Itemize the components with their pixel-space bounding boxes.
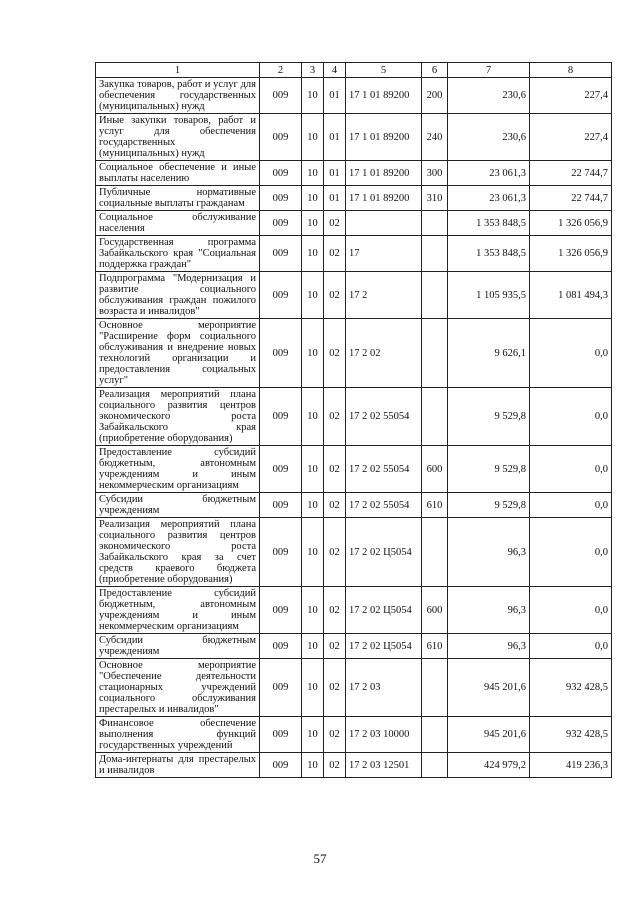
subsection-code: 02 bbox=[324, 319, 346, 388]
section-code: 10 bbox=[302, 493, 324, 518]
section-code: 10 bbox=[302, 319, 324, 388]
target-article-code: 17 2 03 12501 bbox=[346, 753, 422, 778]
section-code: 10 bbox=[302, 161, 324, 186]
table-row bbox=[96, 161, 612, 186]
item-name: Социальное обслуживание населения bbox=[96, 211, 260, 236]
amount-col-7: 96,3 bbox=[448, 634, 530, 659]
expense-type-code bbox=[422, 272, 448, 319]
item-name: Социальное обеспечение и иные выплаты населению bbox=[96, 161, 260, 186]
target-article-code: 17 2 02 55054 bbox=[346, 493, 422, 518]
section-code: 10 bbox=[302, 659, 324, 717]
ministry-code: 009 bbox=[260, 753, 302, 778]
expense-type-code bbox=[422, 717, 448, 753]
item-name: Основное мероприятие "Расширение форм социального обслуживания и внедрение новых технологий организации и предоставления социальных услуг" bbox=[96, 319, 260, 388]
target-article-code: 17 2 03 bbox=[346, 659, 422, 717]
section-code: 10 bbox=[302, 587, 324, 634]
table-row bbox=[96, 388, 612, 446]
amount-col-7: 1 105 935,5 bbox=[448, 272, 530, 319]
table-row bbox=[96, 587, 612, 634]
item-name: Государственная программа Забайкальского края "Социальная поддержка граждан" bbox=[96, 236, 260, 272]
target-article-code: 17 1 01 89200 bbox=[346, 114, 422, 161]
amount-col-7: 1 353 848,5 bbox=[448, 236, 530, 272]
target-article-code: 17 1 01 89200 bbox=[346, 161, 422, 186]
section-code: 10 bbox=[302, 753, 324, 778]
section-code: 10 bbox=[302, 717, 324, 753]
target-article-code: 17 bbox=[346, 236, 422, 272]
ministry-code: 009 bbox=[260, 186, 302, 211]
target-article-code: 17 2 bbox=[346, 272, 422, 319]
amount-col-8: 0,0 bbox=[530, 634, 612, 659]
amount-col-8: 419 236,3 bbox=[530, 753, 612, 778]
target-article-code: 17 2 02 55054 bbox=[346, 388, 422, 446]
section-code: 10 bbox=[302, 388, 324, 446]
section-code: 10 bbox=[302, 518, 324, 587]
subsection-code: 01 bbox=[324, 186, 346, 211]
table-row bbox=[96, 659, 612, 717]
amount-col-8: 0,0 bbox=[530, 518, 612, 587]
section-code: 10 bbox=[302, 272, 324, 319]
item-name: Подпрограмма "Модернизация и развитие социального обслуживания граждан пожилого возраста и инвалидов" bbox=[96, 272, 260, 319]
ministry-code: 009 bbox=[260, 659, 302, 717]
expense-type-code: 600 bbox=[422, 587, 448, 634]
target-article-code: 17 2 02 Ц5054 bbox=[346, 634, 422, 659]
amount-col-8: 1 081 494,3 bbox=[530, 272, 612, 319]
item-name: Закупка товаров, работ и услуг для обеспечения государственных (муниципальных) нужд bbox=[96, 78, 260, 114]
expense-type-code: 300 bbox=[422, 161, 448, 186]
table-row bbox=[96, 114, 612, 161]
item-name: Предоставление субсидий бюджетным, автономным учреждениям и иным некоммерческим организациям bbox=[96, 587, 260, 634]
table-row bbox=[96, 319, 612, 388]
item-name: Публичные нормативные социальные выплаты гражданам bbox=[96, 186, 260, 211]
column-header: 1 bbox=[96, 63, 260, 78]
amount-col-8: 1 326 056,9 bbox=[530, 236, 612, 272]
subsection-code: 02 bbox=[324, 236, 346, 272]
expense-type-code bbox=[422, 388, 448, 446]
amount-col-8: 22 744,7 bbox=[530, 161, 612, 186]
item-name: Субсидии бюджетным учреждениям bbox=[96, 634, 260, 659]
table-row bbox=[96, 186, 612, 211]
target-article-code: 17 2 03 10000 bbox=[346, 717, 422, 753]
amount-col-8: 227,4 bbox=[530, 78, 612, 114]
expense-type-code bbox=[422, 518, 448, 587]
expense-type-code bbox=[422, 236, 448, 272]
section-code: 10 bbox=[302, 114, 324, 161]
expense-type-code bbox=[422, 319, 448, 388]
table-row bbox=[96, 717, 612, 753]
table-row bbox=[96, 211, 612, 236]
expense-type-code bbox=[422, 753, 448, 778]
subsection-code: 02 bbox=[324, 272, 346, 319]
expense-type-code bbox=[422, 659, 448, 717]
subsection-code: 02 bbox=[324, 753, 346, 778]
expense-type-code bbox=[422, 211, 448, 236]
amount-col-7: 9 529,8 bbox=[448, 493, 530, 518]
subsection-code: 02 bbox=[324, 493, 346, 518]
expense-type-code: 200 bbox=[422, 78, 448, 114]
amount-col-7: 9 529,8 bbox=[448, 388, 530, 446]
page-number: 57 bbox=[313, 851, 327, 866]
target-article-code: 17 2 02 Ц5054 bbox=[346, 587, 422, 634]
ministry-code: 009 bbox=[260, 587, 302, 634]
column-header: 8 bbox=[530, 63, 612, 78]
amount-col-7: 96,3 bbox=[448, 518, 530, 587]
subsection-code: 02 bbox=[324, 388, 346, 446]
ministry-code: 009 bbox=[260, 78, 302, 114]
target-article-code: 17 1 01 89200 bbox=[346, 186, 422, 211]
amount-col-8: 227,4 bbox=[530, 114, 612, 161]
ministry-code: 009 bbox=[260, 388, 302, 446]
table-row bbox=[96, 446, 612, 493]
target-article-code: 17 2 02 Ц5054 bbox=[346, 518, 422, 587]
ministry-code: 009 bbox=[260, 211, 302, 236]
ministry-code: 009 bbox=[260, 446, 302, 493]
table-row bbox=[96, 78, 612, 114]
table-row bbox=[96, 753, 612, 778]
ministry-code: 009 bbox=[260, 161, 302, 186]
column-header: 5 bbox=[346, 63, 422, 78]
section-code: 10 bbox=[302, 186, 324, 211]
ministry-code: 009 bbox=[260, 717, 302, 753]
subsection-code: 02 bbox=[324, 659, 346, 717]
item-name: Основное мероприятие "Обеспечение деятельности стационарных учреждений социального обслуживания престарелых и инвалидов" bbox=[96, 659, 260, 717]
item-name: Финансовое обеспечение выполнения функций государственных учреждений bbox=[96, 717, 260, 753]
amount-col-7: 945 201,6 bbox=[448, 717, 530, 753]
item-name: Реализация мероприятий плана социального развития центров экономического роста Забайкальского края за счет средств краевого бюджета (приобретение оборудования) bbox=[96, 518, 260, 587]
item-name: Субсидии бюджетным учреждениям bbox=[96, 493, 260, 518]
amount-col-7: 23 061,3 bbox=[448, 186, 530, 211]
item-name: Реализация мероприятий плана социального развития центров экономического роста Забайкальского края (приобретение оборудования) bbox=[96, 388, 260, 446]
section-code: 10 bbox=[302, 634, 324, 659]
amount-col-7: 96,3 bbox=[448, 587, 530, 634]
ministry-code: 009 bbox=[260, 236, 302, 272]
target-article-code: 17 2 02 55054 bbox=[346, 446, 422, 493]
amount-col-8: 932 428,5 bbox=[530, 717, 612, 753]
subsection-code: 02 bbox=[324, 211, 346, 236]
amount-col-7: 23 061,3 bbox=[448, 161, 530, 186]
target-article-code: 17 2 02 bbox=[346, 319, 422, 388]
amount-col-7: 945 201,6 bbox=[448, 659, 530, 717]
amount-col-7: 9 529,8 bbox=[448, 446, 530, 493]
item-name: Дома-интернаты для престарелых и инвалидов bbox=[96, 753, 260, 778]
subsection-code: 02 bbox=[324, 518, 346, 587]
amount-col-8: 0,0 bbox=[530, 319, 612, 388]
column-header: 2 bbox=[260, 63, 302, 78]
expense-type-code: 600 bbox=[422, 446, 448, 493]
section-code: 10 bbox=[302, 236, 324, 272]
section-code: 10 bbox=[302, 78, 324, 114]
subsection-code: 01 bbox=[324, 161, 346, 186]
ministry-code: 009 bbox=[260, 319, 302, 388]
table-row bbox=[96, 236, 612, 272]
ministry-code: 009 bbox=[260, 493, 302, 518]
expense-type-code: 310 bbox=[422, 186, 448, 211]
amount-col-7: 230,6 bbox=[448, 78, 530, 114]
subsection-code: 02 bbox=[324, 446, 346, 493]
ministry-code: 009 bbox=[260, 634, 302, 659]
amount-col-8: 0,0 bbox=[530, 388, 612, 446]
item-name: Иные закупки товаров, работ и услуг для обеспечения государственных (муниципальных) нужд bbox=[96, 114, 260, 161]
expense-type-code: 610 bbox=[422, 634, 448, 659]
subsection-code: 02 bbox=[324, 717, 346, 753]
amount-col-8: 0,0 bbox=[530, 493, 612, 518]
table-row bbox=[96, 493, 612, 518]
table-row bbox=[96, 518, 612, 587]
header-row bbox=[96, 63, 612, 78]
amount-col-7: 9 626,1 bbox=[448, 319, 530, 388]
amount-col-7: 230,6 bbox=[448, 114, 530, 161]
target-article-code bbox=[346, 211, 422, 236]
amount-col-8: 0,0 bbox=[530, 587, 612, 634]
column-header: 7 bbox=[448, 63, 530, 78]
ministry-code: 009 bbox=[260, 518, 302, 587]
amount-col-7: 424 979,2 bbox=[448, 753, 530, 778]
column-header: 6 bbox=[422, 63, 448, 78]
column-header: 4 bbox=[324, 63, 346, 78]
amount-col-8: 1 326 056,9 bbox=[530, 211, 612, 236]
subsection-code: 01 bbox=[324, 114, 346, 161]
item-name: Предоставление субсидий бюджетным, автономным учреждениям и иным некоммерческим организациям bbox=[96, 446, 260, 493]
section-code: 10 bbox=[302, 446, 324, 493]
ministry-code: 009 bbox=[260, 114, 302, 161]
section-code: 10 bbox=[302, 211, 324, 236]
subsection-code: 02 bbox=[324, 587, 346, 634]
subsection-code: 01 bbox=[324, 78, 346, 114]
ministry-code: 009 bbox=[260, 272, 302, 319]
expense-type-code: 610 bbox=[422, 493, 448, 518]
table-row bbox=[96, 634, 612, 659]
table-row bbox=[96, 272, 612, 319]
column-header: 3 bbox=[302, 63, 324, 78]
amount-col-8: 0,0 bbox=[530, 446, 612, 493]
expense-type-code: 240 bbox=[422, 114, 448, 161]
amount-col-7: 1 353 848,5 bbox=[448, 211, 530, 236]
amount-col-8: 22 744,7 bbox=[530, 186, 612, 211]
target-article-code: 17 1 01 89200 bbox=[346, 78, 422, 114]
amount-col-8: 932 428,5 bbox=[530, 659, 612, 717]
subsection-code: 02 bbox=[324, 634, 346, 659]
budget-table bbox=[95, 62, 612, 778]
